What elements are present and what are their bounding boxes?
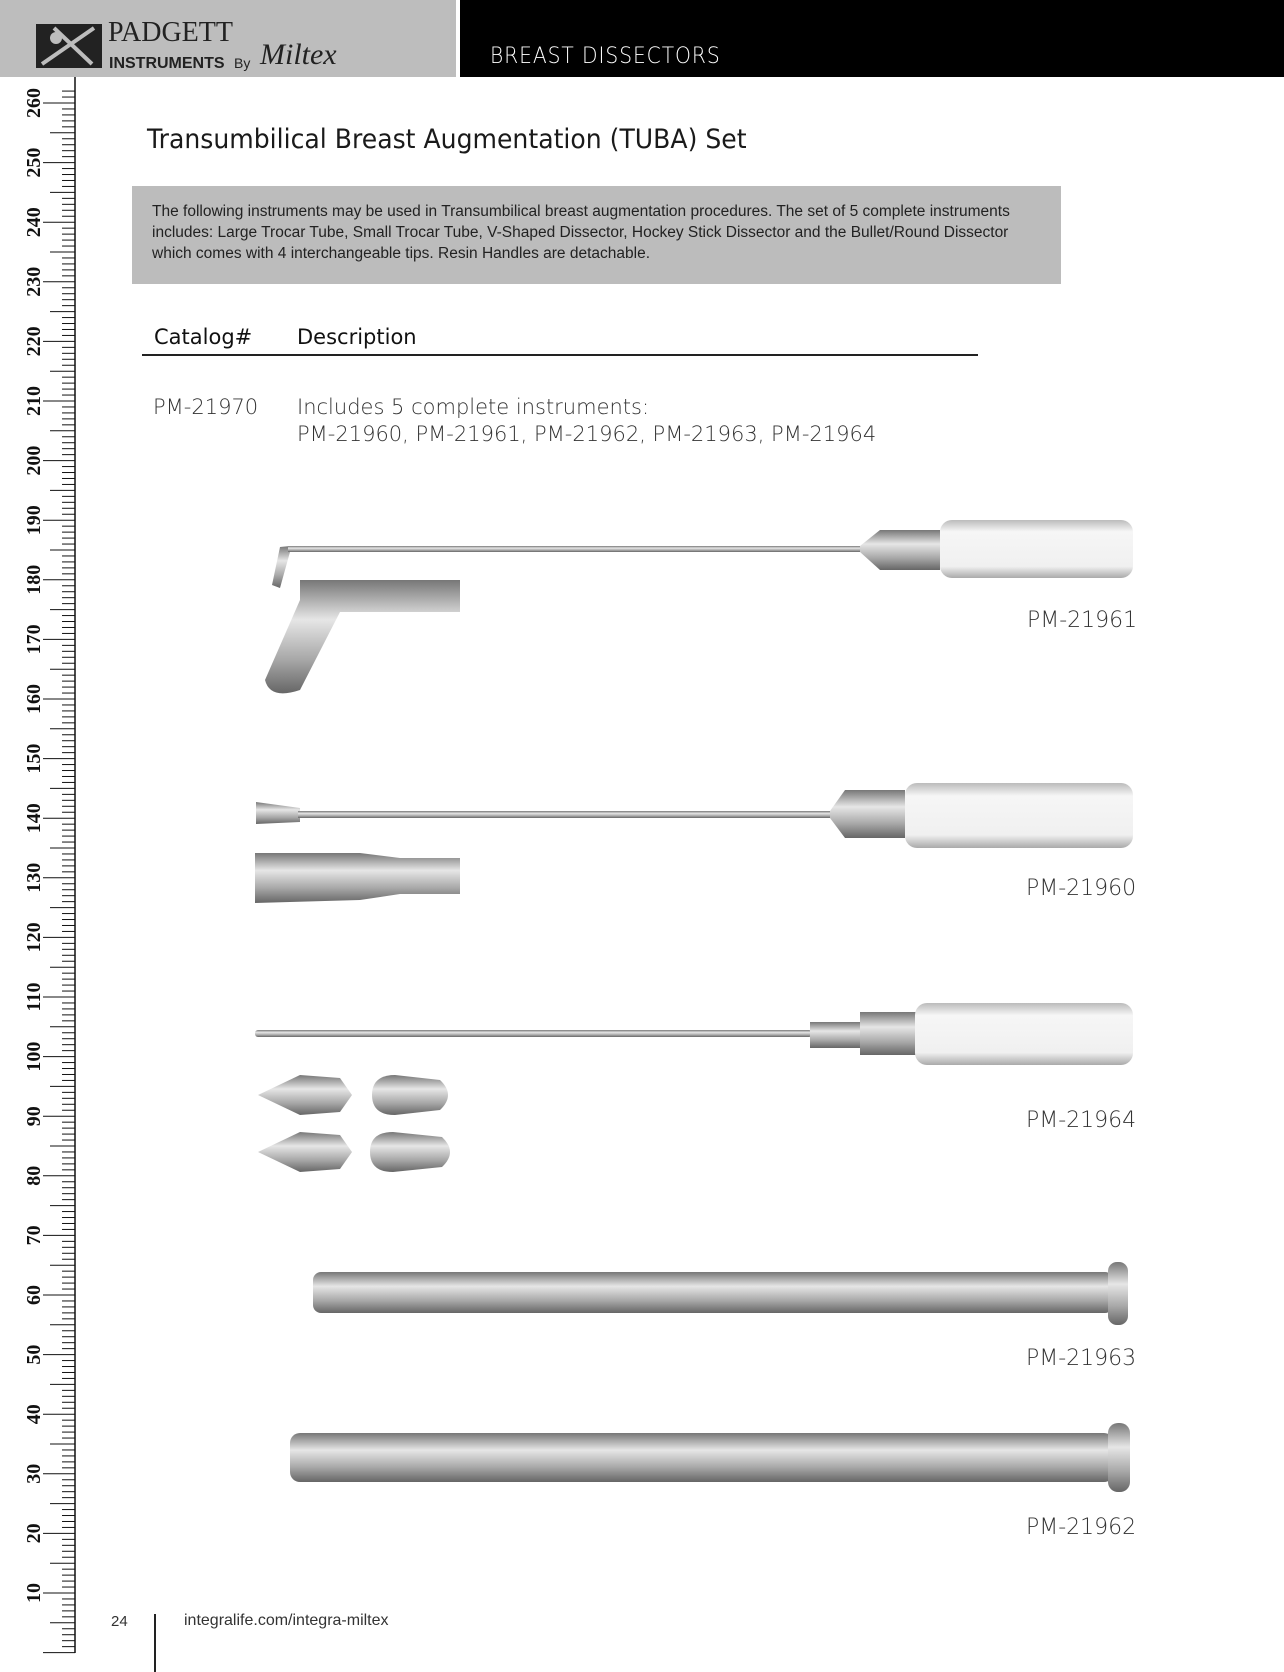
ruler-label: 230: [23, 266, 45, 297]
footer-url: integralife.com/integra-miltex: [184, 1612, 389, 1629]
page-number: 24: [111, 1613, 128, 1630]
ruler-label: 20: [23, 1523, 45, 1544]
ruler-label: 150: [23, 743, 45, 774]
svg-text:Miltex: Miltex: [260, 38, 337, 71]
ruler-label: 60: [23, 1285, 45, 1305]
ruler-label: 260: [23, 88, 45, 118]
small-trocar-tube-image: [313, 1262, 1128, 1325]
page-title: Transumbilical Breast Augmentation (TUBA) Set: [147, 124, 747, 155]
ruler-label: 180: [23, 564, 45, 595]
column-header-description: Description: [297, 325, 417, 349]
footer-divider: [154, 1614, 156, 1672]
intro-box: The following instruments may be used in Transumbilical breast augmentation procedures. The set of 5 complete instruments includes: Large Trocar Tube, Small Trocar Tube, V-Shaped Dissector, Hockey Stick Dissector and the Bullet/Round Dissector which comes with 4 interchangeable tips. Resin Handles are detachable.: [132, 186, 1061, 284]
ruler-label: 250: [23, 147, 45, 178]
ruler-label: 200: [23, 445, 45, 476]
ruler-label: 160: [23, 684, 45, 714]
svg-text:By: By: [234, 55, 251, 71]
section-title: BREAST DISSECTORS: [490, 44, 721, 69]
ruler-label: 130: [23, 862, 45, 893]
ruler-label: 90: [23, 1106, 45, 1127]
large-trocar-tube-image: [290, 1423, 1130, 1492]
bullet-tips-image: [258, 1075, 450, 1172]
ruler-label: 190: [23, 505, 45, 536]
ruler-label: 50: [23, 1344, 45, 1365]
ruler-label: 10: [23, 1583, 45, 1603]
ruler-label: 110: [23, 982, 45, 1012]
ruler-label: 120: [23, 922, 45, 953]
product-label: PM-21960: [1026, 876, 1137, 901]
ruler-label: 70: [23, 1225, 45, 1246]
svg-text:INSTRUMENTS: INSTRUMENTS: [109, 55, 225, 72]
v-shaped-dissector-image: [255, 783, 1133, 903]
ruler-label: 30: [23, 1463, 45, 1484]
hockey-stick-dissector-image: [265, 520, 1133, 693]
product-label: PM-21962: [1026, 1515, 1137, 1540]
ruler-label: 220: [23, 326, 45, 357]
description-line-2: PM-21960, PM-21961, PM-21962, PM-21963, PM-21964: [297, 422, 877, 446]
svg-text:PADGETT: PADGETT: [108, 17, 233, 48]
catalog-number: PM-21970: [153, 395, 259, 419]
product-label: PM-21963: [1026, 1346, 1137, 1371]
product-label: PM-21961: [1027, 608, 1138, 633]
column-header-catalog: Catalog#: [154, 325, 253, 349]
ruler-label: 80: [23, 1165, 45, 1186]
ruler-label: 100: [23, 1041, 45, 1072]
ruler-label: 40: [23, 1404, 45, 1425]
ruler-label: 240: [23, 207, 45, 238]
product-label: PM-21964: [1026, 1108, 1137, 1133]
description-line-1: Includes 5 complete instruments:: [297, 395, 650, 419]
ruler-label: 140: [23, 803, 45, 834]
ruler-label: 170: [23, 624, 45, 655]
bullet-round-dissector-image: [255, 1003, 1133, 1172]
ruler-label: 210: [23, 386, 45, 416]
